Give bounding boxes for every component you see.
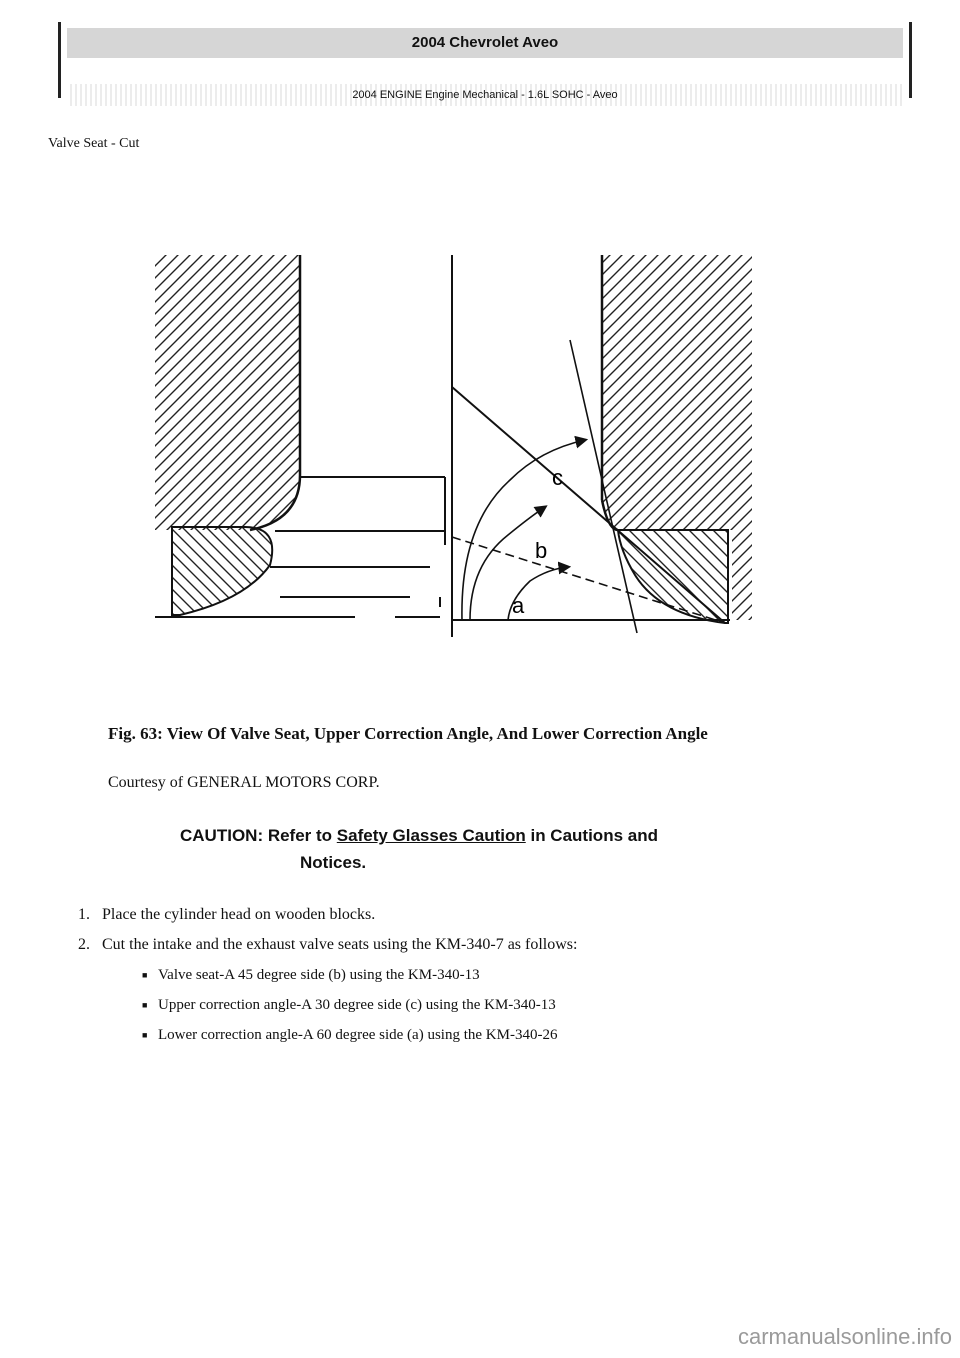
step-item: [78, 900, 898, 930]
label-b: b: [535, 538, 548, 563]
bullet-item: ■ Lower correction angle-A 60 degree side (a) using the KM-340-26: [78, 1020, 898, 1050]
caution-prefix: CAUTION: Refer to: [180, 826, 337, 845]
document-title: 2004 Chevrolet Aveo: [67, 28, 903, 58]
bullet-item: ■ Valve seat-A 45 degree side (b) using the KM-340-13: [78, 960, 898, 990]
step-text: Place the cylinder head on wooden blocks.: [102, 906, 376, 923]
safety-glasses-caution-link[interactable]: Safety Glasses Caution: [336, 826, 526, 845]
procedure-steps: [78, 900, 898, 1050]
caution-line-1: [180, 822, 840, 849]
figure-credit: Courtesy of GENERAL MOTORS CORP.: [108, 774, 380, 791]
left-head-section: [155, 255, 300, 530]
figure-title: Fig. 63: View Of Valve Seat, Upper Correction Angle, And Lower Correction Angle: [108, 724, 708, 743]
label-c: c: [552, 465, 563, 490]
step-number: 2.: [78, 936, 90, 953]
label-a: a: [512, 593, 525, 618]
valve-seat-figure: [140, 245, 760, 645]
bullet-item: ■ Upper correction angle-A 30 degree side (c) using the KM-340-13: [78, 990, 898, 1020]
step-text: Cut the intake and the exhaust valve seats using the KM-340-7 as follows:: [102, 936, 578, 953]
caution-line-2: Notices.: [300, 853, 367, 872]
caution-suffix: in Cautions and: [525, 826, 658, 845]
valve-seat-diagram: [140, 245, 760, 645]
figure-caption: [108, 722, 868, 746]
section-heading: Valve Seat - Cut: [48, 136, 140, 151]
left-seat-insert: [172, 527, 272, 615]
step-2-bullets: [78, 960, 898, 1050]
step-item: [78, 930, 898, 960]
site-watermark: carmanualsonline.info: [737, 1324, 952, 1349]
step-number: 1.: [78, 906, 90, 923]
document-subtitle: 2004 ENGINE Engine Mechanical - 1.6L SOHC - Aveo: [67, 84, 903, 106]
document-header: [58, 22, 912, 101]
caution-note: [180, 822, 840, 876]
